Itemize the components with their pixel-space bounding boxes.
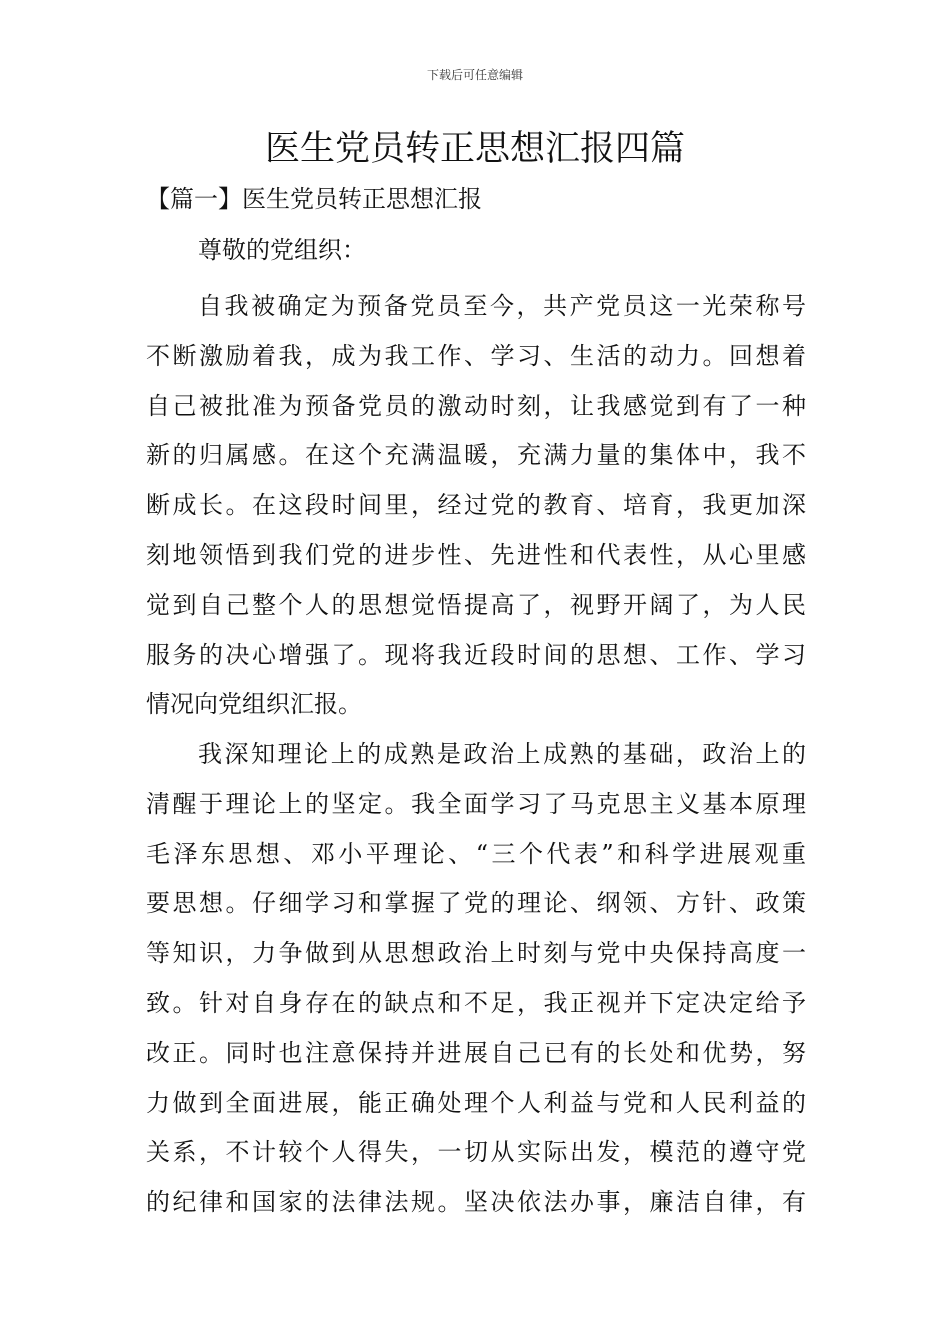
paragraph-line: 我深知理论上的成熟是政治上成熟的基础，政治上的: [198, 740, 806, 768]
paragraph-line: 力做到全面进展，能正确处理个人利益与党和人民利益的: [146, 1088, 806, 1117]
paragraph-line: 自我被确定为预备党员至今，共产党员这一光荣称号: [198, 292, 806, 320]
paragraph-line: 改正。同时也注意保持并进展自己已有的长处和优势，努: [146, 1038, 806, 1067]
paragraph-line: 情况向党组织汇报。: [146, 690, 362, 719]
paragraph-line: 毛泽东思想、邓小平理论、“三个代表”和科学进展观重: [146, 839, 806, 868]
paragraph-line: 新的归属感。在这个充满温暖，充满力量的集体中，我不: [146, 441, 806, 470]
paragraph-line: 等知识，力争做到从思想政治上时刻与党中央保持高度一: [146, 939, 806, 968]
paragraph-line: 觉到自己整个人的思想觉悟提高了，视野开阔了，为人民: [146, 590, 806, 619]
paragraph-line: 不断激励着我，成为我工作、学习、生活的动力。回想着: [146, 341, 806, 370]
header-note: 下载后可任意编辑: [426, 68, 523, 82]
paragraph-2: [146, 730, 806, 1228]
paragraph-line: 服务的决心增强了。现将我近段时间的思想、工作、学习: [146, 640, 806, 669]
salutation: 尊敬的党组织：: [198, 236, 366, 264]
paragraph-1: [146, 282, 806, 730]
paragraph-line: 关系，不计较个人得失，一切从实际出发，模范的遵守党: [146, 1138, 806, 1167]
paragraph-line: 断成长。在这段时间里，经过党的教育、培育，我更加深: [146, 491, 806, 520]
paragraph-line: 的纪律和国家的法律法规。坚决依法办事，廉洁自律，有: [146, 1188, 806, 1217]
paragraph-line: 自己被批准为预备党员的激动时刻，让我感觉到有了一种: [146, 391, 806, 420]
document-title: 医生党员转正思想汇报四篇: [264, 129, 685, 169]
paragraph-line: 要思想。仔细学习和掌握了党的理论、纲领、方针、政策: [146, 889, 806, 918]
paragraph-line: 致。针对自身存在的缺点和不足，我正视并下定决定给予: [146, 988, 806, 1017]
section-heading: 【篇一】医生党员转正思想汇报: [146, 185, 482, 213]
paragraph-line: 刻地领悟到我们党的进步性、先进性和代表性，从心里感: [146, 540, 806, 569]
paragraph-line: 清醒于理论上的坚定。我全面学习了马克思主义基本原理: [146, 789, 806, 818]
